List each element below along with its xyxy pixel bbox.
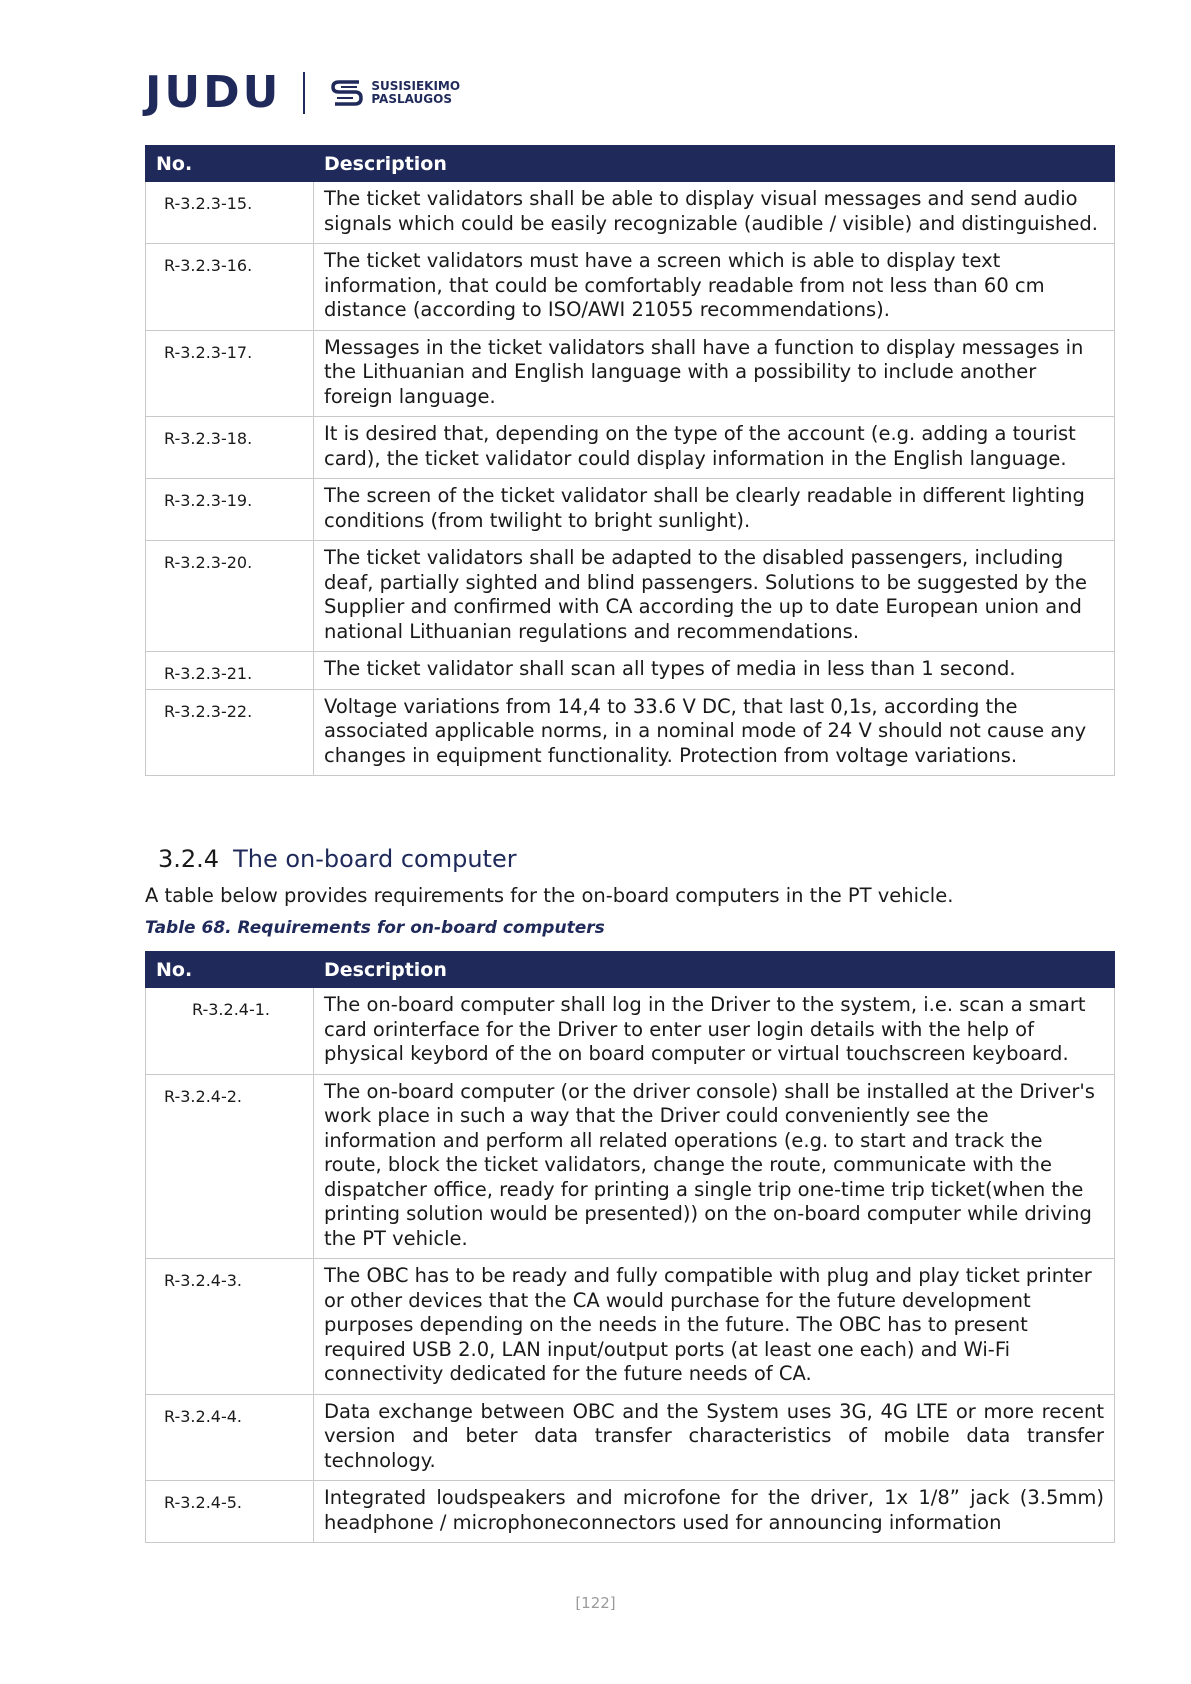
ss-logo-line2: PASLAUGOS <box>371 92 452 106</box>
table-row <box>146 244 1115 331</box>
requirement-description: The screen of the ticket validator shall be clearly readable in different lighting conditions (from twilight to bright sunlight). <box>314 479 1115 541</box>
table-row <box>146 1481 1115 1543</box>
requirement-no: R-3.2.3-18. <box>146 417 314 479</box>
ss-logo-text <box>371 80 460 106</box>
requirement-description: Integrated loudspeakers and microfone for the driver, 1x 1/8” jack (3.5mm) headphone / microphoneconnectors used for announcing information <box>314 1481 1115 1543</box>
table-row <box>146 1259 1115 1395</box>
section-title: The on-board computer <box>233 845 517 873</box>
requirement-description: Voltage variations from 14,4 to 33.6 V DC, that last 0,1s, according the associated applicable norms, in a nominal mode of 24 V should not cause any changes in equipment functionality. Protection from voltage variations. <box>314 689 1115 776</box>
table-row <box>146 1394 1115 1481</box>
column-header-no: No. <box>146 146 314 182</box>
requirement-no: R-3.2.4-1. <box>146 988 314 1075</box>
requirement-description: The on-board computer shall log in the Driver to the system, i.e. scan a smart card orinterface for the Driver to enter user login details with the help of physical keybord of the on board computer or virtual touchscreen keyboard. <box>314 988 1115 1075</box>
obc-requirements-table <box>145 951 1115 1543</box>
table-row <box>146 988 1115 1075</box>
requirement-description: The ticket validators shall be adapted to the disabled passengers, including deaf, partially sighted and blind passengers. Solutions to be suggested by the Supplier and confirmed with CA according the up to date European union and national Lithuanian regulations and recommendations. <box>314 541 1115 652</box>
page-number: [122] <box>575 1594 616 1612</box>
table-row <box>146 182 1115 244</box>
ss-logo-icon <box>329 78 365 108</box>
requirement-no: R-3.2.3-22. <box>146 689 314 776</box>
requirement-description: Messages in the ticket validators shall have a function to display messages in the Lithuanian and English language with a possibility to include another foreign language. <box>314 330 1115 417</box>
requirement-description: The ticket validators must have a screen which is able to display text information, that could be comfortably readable from not less than 60 cm distance (according to ISO/AWI 21055 recommendations). <box>314 244 1115 331</box>
table-row <box>146 541 1115 652</box>
column-header-description: Description <box>314 146 1115 182</box>
table-header-row <box>146 952 1115 988</box>
requirement-no: R-3.2.4-5. <box>146 1481 314 1543</box>
section-number: 3.2.4 <box>158 845 220 873</box>
requirement-description: The ticket validators shall be able to display visual messages and send audio signals which could be easily recognizable (audible / visible) and distinguished. <box>314 182 1115 244</box>
requirement-no: R-3.2.4-2. <box>146 1074 314 1259</box>
table-row <box>146 479 1115 541</box>
table-row <box>146 417 1115 479</box>
requirement-no: R-3.2.3-20. <box>146 541 314 652</box>
requirement-no: R-3.2.3-19. <box>146 479 314 541</box>
susisiekimo-paslaugos-logo <box>329 78 460 108</box>
requirement-no: R-3.2.3-17. <box>146 330 314 417</box>
column-header-no: No. <box>146 952 314 988</box>
requirement-no: R-3.2.4-3. <box>146 1259 314 1395</box>
table-row <box>146 330 1115 417</box>
requirement-no: R-3.2.3-21. <box>146 652 314 690</box>
page-header <box>145 68 460 118</box>
requirement-description: The ticket validator shall scan all types of media in less than 1 second. <box>314 652 1115 690</box>
logo-divider <box>303 72 305 114</box>
requirement-description: The OBC has to be ready and fully compatible with plug and play ticket printer or other devices that the CA would purchase for the future development purposes depending on the needs in the future. The OBC has to present required USB 2.0, LAN input/output ports (at least one each) and Wi-Fi connectivity dedicated for the future needs of CA. <box>314 1259 1115 1395</box>
table-header-row <box>146 146 1115 182</box>
requirement-no: R-3.2.4-4. <box>146 1394 314 1481</box>
column-header-description: Description <box>314 952 1115 988</box>
requirement-description: It is desired that, depending on the type of the account (e.g. adding a tourist card), the ticket validator could display information in the English language. <box>314 417 1115 479</box>
ss-logo-line1: SUSISIEKIMO <box>371 79 461 93</box>
validator-requirements-table <box>145 145 1115 776</box>
table-row <box>146 652 1115 690</box>
table-caption: Table 68. Requirements for on-board computers <box>145 918 605 938</box>
section-intro-text: A table below provides requirements for the on-board computers in the PT vehicle. <box>145 884 954 907</box>
table-row <box>146 1074 1115 1259</box>
requirement-no: R-3.2.3-15. <box>146 182 314 244</box>
requirement-no: R-3.2.3-16. <box>146 244 314 331</box>
judu-logo: JUDU <box>145 67 282 118</box>
requirement-description: Data exchange between OBC and the System uses 3G, 4G LTE or more recent version and beter data transfer characteristics of mobile data transfer technology. <box>314 1394 1115 1481</box>
table-row <box>146 689 1115 776</box>
requirement-description: The on-board computer (or the driver console) shall be installed at the Driver's work place in such a way that the Driver could conveniently see the information and perform all related operations (e.g. to start and track the route, block the ticket validators, change the route, communicate with the dispatcher office, ready for printing a single trip one-time trip ticket(when the printing solution would be presented)) on the on-board computer while driving the PT vehicle. <box>314 1074 1115 1259</box>
section-heading <box>158 845 517 873</box>
